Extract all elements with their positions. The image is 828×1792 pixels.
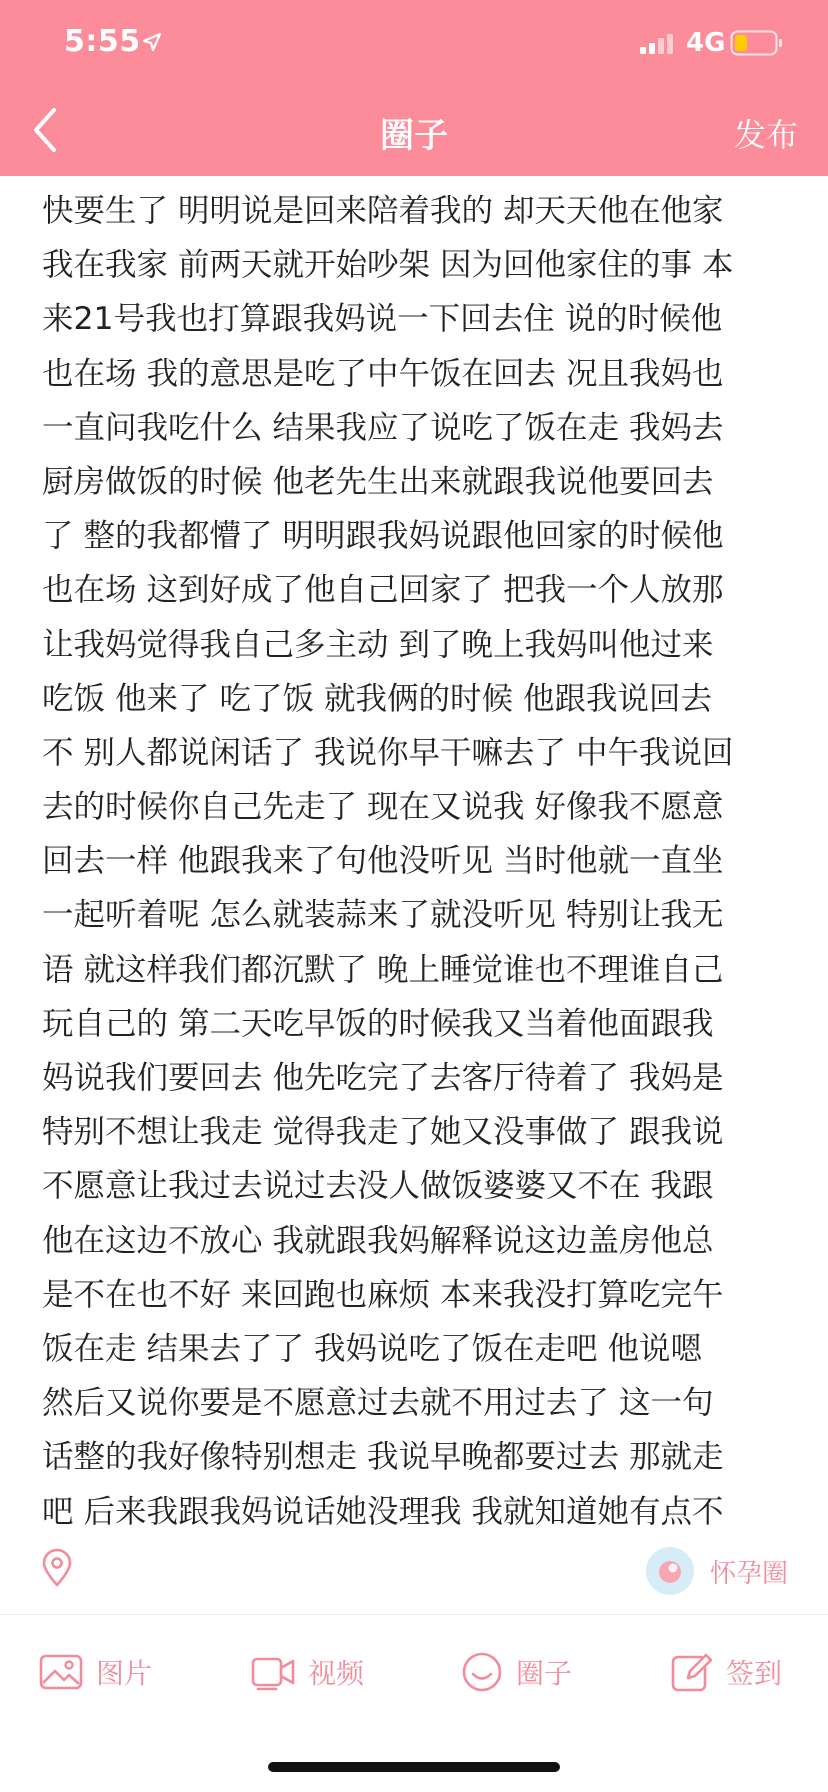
post-text-line: 吧 后来我跟我妈说话她没理我 我就知道她有点不	[42, 1493, 724, 1530]
post-text-line: 回去一样 他跟我来了句他没听见 当时他就一直坐	[42, 843, 724, 880]
video-button[interactable]	[250, 1644, 364, 1700]
bottom-toolbar	[0, 1614, 828, 1724]
checkin-button[interactable]	[670, 1644, 782, 1700]
post-text-line: 快要生了 明明说是回来陪着我的 却天天他在他家	[42, 193, 724, 229]
post-text-line: 妈说我们要回去 他先吃完了去客厅待着了 我妈是	[42, 1060, 724, 1096]
header-bar	[0, 0, 828, 176]
post-content[interactable]	[42, 184, 790, 1539]
circle-avatar-icon	[646, 1547, 694, 1595]
post-text-line: 也在场 这到好成了他自己回家了 把我一个人放那	[42, 572, 724, 609]
status-time: 5:55	[64, 24, 141, 59]
post-text-line: 语 就这样我们都沉默了 晚上睡觉谁也不理谁自己	[42, 951, 724, 988]
checkin-button-label: 签到	[726, 1657, 783, 1690]
circle-tag-label: 怀孕圈	[710, 1558, 789, 1589]
signal-icon	[640, 34, 676, 54]
post-text-line: 一起听着呢 怎么就装蒜来了就没听见 特别让我无	[42, 897, 724, 934]
post-text-line: 也在场 我的意思是吃了中午饭在回去 况且我妈也	[42, 355, 724, 392]
circle-button-label: 圈子	[516, 1657, 573, 1690]
post-text-line: 我在我家 前两天就开始吵架 因为回他家住的事 本	[42, 247, 734, 284]
image-button[interactable]	[38, 1644, 152, 1700]
image-button-label: 图片	[96, 1657, 153, 1690]
post-text-line: 然后又说你要是不愿意过去就不用过去了 这一句	[42, 1385, 714, 1422]
page-title: 圈子	[380, 116, 448, 156]
circle-button[interactable]	[460, 1644, 572, 1700]
location-arrow-icon	[142, 32, 162, 52]
post-text-line: 吃饭 他来了 吃了饭 就我俩的时候 他跟我说回去	[42, 680, 713, 717]
post-text-line: 是不在也不好 来回跑也麻烦 本来我没打算吃完午	[42, 1276, 724, 1313]
checkin-icon	[670, 1650, 714, 1694]
post-text-line: 玩自己的 第二天吃早饭的时候我又当着他面跟我	[42, 1005, 714, 1042]
location-pin-icon[interactable]	[40, 1548, 74, 1588]
post-text-line: 不 别人都说闲话了 我说你早干嘛去了 中午我说回	[42, 734, 734, 771]
post-text-line: 他在这边不放心 我就跟我妈解释说这边盖房他总	[42, 1222, 714, 1259]
video-icon	[250, 1651, 296, 1693]
home-indicator[interactable]	[268, 1762, 560, 1772]
circle-tag[interactable]	[646, 1546, 788, 1596]
network-type: 4G	[686, 28, 726, 58]
post-text-line: 话整的我好像特别想走 我说早晚都要过去 那就走	[42, 1439, 724, 1476]
video-button-label: 视频	[308, 1657, 365, 1690]
post-text-line: 不愿意让我过去说过去没人做饭婆婆又不在 我跟	[42, 1168, 714, 1205]
post-text-line: 厨房做饭的时候 他老先生出来就跟我说他要回去	[42, 463, 714, 500]
post-text-line: 一直问我吃什么 结果我应了说吃了饭在走 我妈去	[42, 409, 724, 446]
circle-icon	[460, 1650, 504, 1694]
image-icon	[38, 1651, 84, 1693]
publish-button[interactable]: 发布	[733, 116, 798, 154]
post-text-line: 来21号我也打算跟我妈说一下回去住 说的时候他	[42, 301, 723, 338]
post-text-line: 让我妈觉得我自己多主动 到了晚上我妈叫他过来	[42, 626, 714, 663]
battery-icon	[730, 30, 784, 56]
post-text-line: 去的时候你自己先走了 现在又说我 好像我不愿意	[42, 789, 724, 826]
post-text-line: 饭在走 结果去了了 我妈说吃了饭在走吧 他说嗯	[42, 1330, 703, 1367]
post-text-line: 了 整的我都懵了 明明跟我妈说跟他回家的时候他	[42, 518, 724, 555]
post-text-line: 特别不想让我走 觉得我走了她又没事做了 跟我说	[42, 1114, 724, 1151]
